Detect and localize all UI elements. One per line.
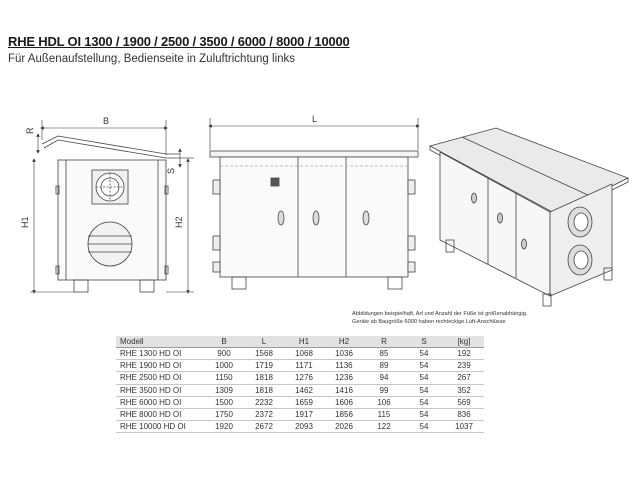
table-cell: 1068 bbox=[284, 348, 324, 360]
table-row bbox=[116, 372, 484, 384]
page-title: RHE HDL OI 1300 / 1900 / 2500 / 3500 / 6000 / 8000 / 10000 bbox=[8, 34, 350, 49]
table-row bbox=[116, 408, 484, 420]
table-cell: 54 bbox=[404, 360, 444, 372]
table-row bbox=[116, 421, 484, 433]
note-line: Abbildungen beispielhaft, Art und Anzahl der Füße ist größenabhängig. bbox=[352, 311, 528, 317]
table-cell: 1719 bbox=[244, 360, 284, 372]
table-cell: RHE 6000 HD OI bbox=[116, 396, 204, 408]
table-header-row bbox=[116, 336, 484, 348]
table-cell: 54 bbox=[404, 384, 444, 396]
table-cell: 1136 bbox=[324, 360, 364, 372]
column-header: H2 bbox=[324, 336, 364, 348]
column-header: L bbox=[244, 336, 284, 348]
table-cell: 94 bbox=[364, 372, 404, 384]
table-cell: 352 bbox=[444, 384, 484, 396]
dim-label-r: R bbox=[25, 127, 35, 134]
table-row bbox=[116, 384, 484, 396]
column-header: S bbox=[404, 336, 444, 348]
front-view-foot bbox=[74, 280, 88, 292]
table-cell: 1236 bbox=[324, 372, 364, 384]
front-view-roof bbox=[42, 136, 180, 154]
door-handle bbox=[313, 211, 319, 225]
dim-label-h1: H1 bbox=[20, 216, 30, 228]
table-cell: RHE 1300 HD OI bbox=[116, 348, 204, 360]
front-view-foot bbox=[140, 280, 154, 292]
table-cell: 836 bbox=[444, 408, 484, 420]
table-cell: 2026 bbox=[324, 421, 364, 433]
table-cell: 1309 bbox=[204, 384, 244, 396]
table-cell: 89 bbox=[364, 360, 404, 372]
table-cell: 1171 bbox=[284, 360, 324, 372]
table-cell: 1917 bbox=[284, 408, 324, 420]
table-cell: 54 bbox=[404, 372, 444, 384]
table-cell: RHE 3500 HD OI bbox=[116, 384, 204, 396]
table-cell: 122 bbox=[364, 421, 404, 433]
table-row bbox=[116, 360, 484, 372]
table-cell: 54 bbox=[404, 421, 444, 433]
door-handle bbox=[363, 211, 369, 225]
table-cell: 99 bbox=[364, 384, 404, 396]
table-cell: RHE 10000 HD OI bbox=[116, 421, 204, 433]
column-header: H1 bbox=[284, 336, 324, 348]
table-cell: 1037 bbox=[444, 421, 484, 433]
table-cell: 239 bbox=[444, 360, 484, 372]
column-header: [kg] bbox=[444, 336, 484, 348]
column-header: Modell bbox=[116, 336, 204, 348]
table-cell: 1276 bbox=[284, 372, 324, 384]
table-cell: 2372 bbox=[244, 408, 284, 420]
note-line: Geräte ab Baugröße 6000 haben rechteckige Luft-Anschlüsse bbox=[352, 318, 506, 325]
dim-label-l: L bbox=[312, 114, 318, 124]
table-cell: 1606 bbox=[324, 396, 364, 408]
specification-table bbox=[116, 336, 484, 433]
table-cell: 1659 bbox=[284, 396, 324, 408]
table-cell: 1818 bbox=[244, 384, 284, 396]
table-cell: 54 bbox=[404, 396, 444, 408]
table-cell: 85 bbox=[364, 348, 404, 360]
dim-label-h2: H2 bbox=[174, 216, 184, 228]
table-cell: 1000 bbox=[204, 360, 244, 372]
table-cell: 1036 bbox=[324, 348, 364, 360]
table-cell: 1150 bbox=[204, 372, 244, 384]
table-cell: 1856 bbox=[324, 408, 364, 420]
isometric-view bbox=[430, 128, 628, 306]
front-view bbox=[42, 136, 180, 292]
table-cell: 1416 bbox=[324, 384, 364, 396]
door-handle bbox=[278, 211, 284, 225]
table-cell: 569 bbox=[444, 396, 484, 408]
table-cell: 2232 bbox=[244, 396, 284, 408]
side-view-roof bbox=[210, 151, 418, 157]
table-cell: 115 bbox=[364, 408, 404, 420]
table-cell: 106 bbox=[364, 396, 404, 408]
dim-label-b: B bbox=[103, 116, 110, 126]
table-cell: 54 bbox=[404, 348, 444, 360]
table-cell: RHE 8000 HD OI bbox=[116, 408, 204, 420]
column-header: R bbox=[364, 336, 404, 348]
table-cell: 1750 bbox=[204, 408, 244, 420]
column-header: B bbox=[204, 336, 244, 348]
drawing-note bbox=[352, 311, 632, 326]
table-cell: 1500 bbox=[204, 396, 244, 408]
table-cell: 2093 bbox=[284, 421, 324, 433]
table-cell: 267 bbox=[444, 372, 484, 384]
dim-label-s: S bbox=[166, 167, 176, 174]
table-cell: 900 bbox=[204, 348, 244, 360]
table-cell: 1818 bbox=[244, 372, 284, 384]
table-cell: RHE 1900 HD OI bbox=[116, 360, 204, 372]
table-row bbox=[116, 396, 484, 408]
page-subtitle: Für Außenaufstellung, Bedienseite in Zuluftrichtung links bbox=[8, 53, 296, 65]
table-cell: 1462 bbox=[284, 384, 324, 396]
table-cell: 1568 bbox=[244, 348, 284, 360]
table-cell: 54 bbox=[404, 408, 444, 420]
control-switch bbox=[271, 178, 279, 186]
side-view bbox=[210, 151, 418, 289]
table-cell: 2672 bbox=[244, 421, 284, 433]
table-cell: 1920 bbox=[204, 421, 244, 433]
table-row bbox=[116, 348, 484, 360]
table-cell: 192 bbox=[444, 348, 484, 360]
table-cell: RHE 2500 HD OI bbox=[116, 372, 204, 384]
